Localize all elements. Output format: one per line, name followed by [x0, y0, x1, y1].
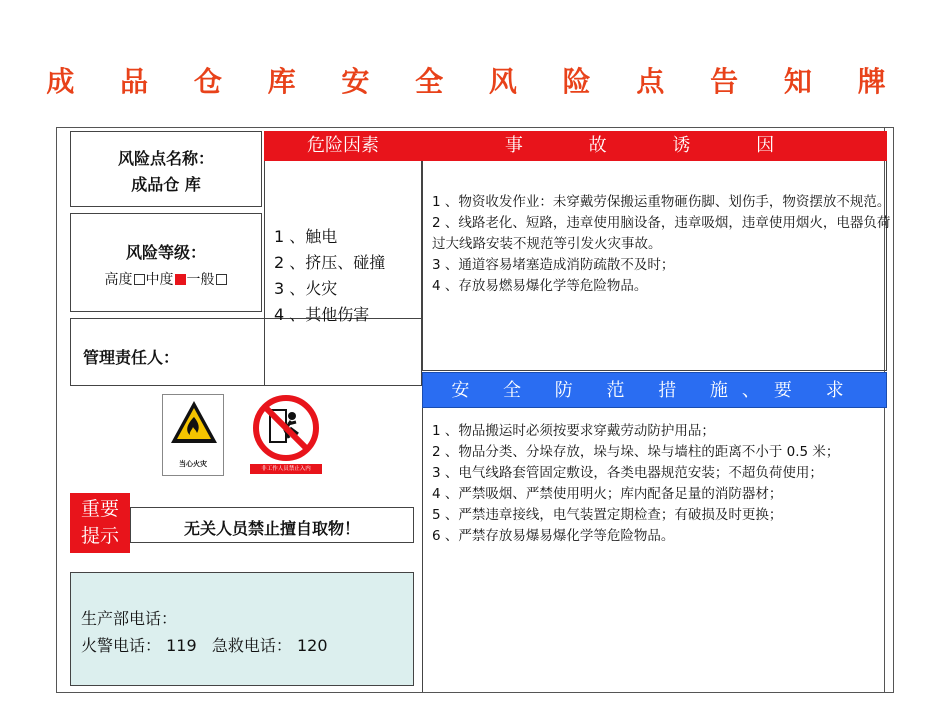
fire-warning-icon [169, 399, 219, 447]
cause-item: 4 、存放易燃易爆化学等危险物品。 [432, 278, 648, 294]
measure-heading: 安 全 防 范 措 施、要 求 [422, 372, 887, 408]
production-phone-label: 生产部电话： [81, 609, 178, 628]
cause-item: 3 、通道容易堵塞造成消防疏散不及时； [432, 257, 675, 273]
contact-box [70, 572, 414, 686]
measure-item: 3 、电气线路套管固定敷设，各类电器规范安装；不超负荷使用； [432, 465, 823, 481]
hazard-heading: 危险因素 [264, 131, 422, 161]
important-tag-text: 重要提示 [80, 498, 119, 547]
measure-item: 5 、严禁违章接线，电气装置定期检查；有破损及时更换； [432, 507, 783, 523]
cause-item: 1 、物资收发作业：未穿戴劳保搬运重物砸伤脚、划伤手，物资摆放不规范。 [432, 194, 891, 210]
risk-level-option-label: 高度 [104, 272, 133, 288]
risk-point-label: 风险点名称： [117, 149, 214, 168]
risk-level-box [70, 213, 262, 312]
measure-list [432, 421, 894, 547]
hazard-item: 4 、其他伤害 [274, 305, 370, 324]
responsible-label: 管理责任人： [83, 348, 180, 367]
cause-heading: 事 故 诱 因 [422, 131, 887, 161]
notice-text: 无关人员禁止擅自取物！ [183, 519, 360, 538]
risk-level-option-label: 一般 [186, 272, 215, 288]
measure-item: 1 、物品搬运时必须按要求穿戴劳动防护用品； [432, 423, 715, 439]
hazard-list [274, 224, 385, 328]
measure-item: 2 、物品分类、分垛存放，垛与垛、垛与墙柱的距离不小于 0.5 米； [432, 444, 840, 460]
measure-item: 4 、严禁吸烟、严禁使用明火；库内配备足量的消防器材； [432, 486, 783, 502]
risk-level-label: 风险等级： [125, 243, 206, 262]
no-entry-icon [252, 394, 320, 462]
page-title: 成 品 仓 库 安 全 风 险 点 告 知 牌 [46, 65, 904, 98]
risk-point-value: 成品仓 库 [131, 175, 201, 194]
measure-item: 6 、严禁存放易爆易爆化学等危险物品。 [432, 528, 675, 544]
hazard-item: 3 、火灾 [274, 279, 338, 298]
hazard-item: 2 、挤压、碰撞 [274, 253, 386, 272]
fire-sign-label: 当心火灾 [179, 460, 207, 468]
risk-level-option-label: 中度 [145, 272, 174, 288]
notice-box [130, 507, 414, 543]
important-tag [70, 493, 130, 553]
risk-point-box [70, 131, 262, 207]
cause-list [432, 192, 894, 297]
risk-level-checkbox [134, 274, 145, 285]
fire-warning-sign [162, 394, 224, 476]
risk-level-checkbox [175, 274, 186, 285]
risk-level-options [71, 269, 261, 289]
no-entry-sign [250, 394, 322, 476]
hazard-item: 1 、触电 [274, 227, 338, 246]
emergency-phones: 火警电话： 119 急救电话： 120 [81, 636, 328, 655]
risk-level-checkbox [216, 274, 227, 285]
no-entry-sign-label: 非工作人员禁止入内 [250, 464, 322, 474]
cause-item: 2 、线路老化、短路，违章使用脑设备，违章吸烟，违章使用烟火，电器负荷过大线路安装不规范等引发火灾事故。 [432, 215, 891, 252]
